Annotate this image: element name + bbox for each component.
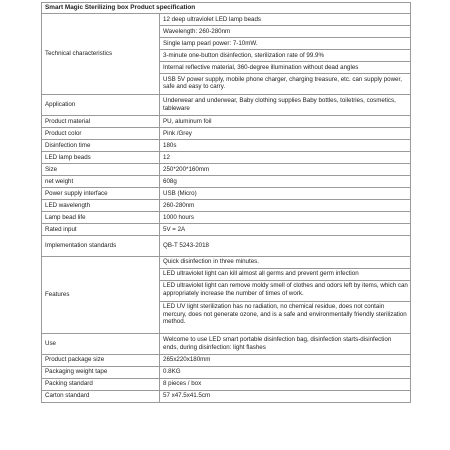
spec-value-line: LED ultraviolet light can kill almost all germs and prevent germ infection [160,268,410,280]
spec-value-line: USB 5V power supply, mobile phone charger, charging treasure, etc. can supply power, safe and easy to carry. [160,73,410,94]
spec-label: Power supply interface [42,187,160,199]
spec-value: Welcome to use LED smart portable disinfection bag, disinfection starts-disinfection ends, during disinfection: light flashes [160,333,411,354]
spec-row [42,211,411,223]
spec-label: Lamp bead life [42,211,160,223]
spec-value-line: Wavelength: 260-280nm [160,25,410,37]
spec-label: Carton standard [42,390,160,402]
spec-value: Underwear and underwear, Baby clothing supplies Baby bottles, toiletries, cosmetics, tableware [160,94,411,115]
spec-value: 250*200*160mm [160,163,411,175]
spec-label: Packing standard [42,378,160,390]
spec-value: 8 pieces / box [160,378,411,390]
spec-row [42,378,411,390]
spec-value: Pink /Grey [160,127,411,139]
spec-label: Packaging weight tape [42,366,160,378]
spec-value-line: Internal reflective material, 360-degree illumination without dead angles [160,61,410,73]
spec-value: 260-280nm [160,199,411,211]
spec-value: USB (Micro) [160,187,411,199]
spec-value: 1000 hours [160,211,411,223]
spec-value: 0.8KG [160,366,411,378]
spec-table [41,13,411,403]
spec-row [42,175,411,187]
spec-value-line: LED ultraviolet light can remove moldy smell of clothes and odors left by items, which can appropriately increase the number of times of work. [160,280,410,301]
spec-value: 57 x47.5x41.5cm [160,390,411,402]
spec-label: Disinfection time [42,139,160,151]
spec-label: net weight [42,175,160,187]
spec-row [42,354,411,366]
spec-value: 5V = 2A [160,223,411,235]
spec-value-line: 3-minute one-button disinfection, sterilization rate of 99.9% [160,49,410,61]
spec-row [42,139,411,151]
spec-label: Application [42,94,160,115]
spec-row [42,366,411,378]
spec-row [42,187,411,199]
spec-value [160,14,411,95]
spec-row [42,94,411,115]
spec-row [42,256,411,333]
spec-value: 608g [160,175,411,187]
spec-value-line: Single lamp pearl power: 7-10mW. [160,37,410,49]
spec-label: Features [42,256,160,333]
spec-value-line: Quick disinfection in three minutes. [163,258,259,266]
spec-row [42,235,411,256]
spec-value: 12 [160,151,411,163]
spec-label: Product package size [42,354,160,366]
spec-value-line: 12 deep ultraviolet LED lamp beads [163,15,262,23]
spec-row [42,390,411,402]
spec-title: Smart Magic Sterilizing box Product specification [41,2,411,13]
spec-row [42,14,411,95]
spec-sheet [41,2,411,403]
spec-label: Product color [42,127,160,139]
spec-value: 265x220x180mm [160,354,411,366]
spec-value-line: LED UV light sterilization has no radiation, no chemical residue, does not contain mercury, does not generate ozone, and is a safe and environmentally friendly sterilization method. [160,301,410,333]
spec-label: Technical characteristics [42,14,160,95]
spec-value: PU, aluminum foil [160,115,411,127]
spec-value: 180s [160,139,411,151]
spec-row [42,151,411,163]
spec-row [42,127,411,139]
spec-row [42,199,411,211]
spec-label: LED lamp beads [42,151,160,163]
spec-label: Use [42,333,160,354]
spec-row [42,163,411,175]
spec-label: Product material [42,115,160,127]
spec-label: Rated input [42,223,160,235]
spec-label: LED wavelength [42,199,160,211]
spec-row [42,333,411,354]
spec-value [160,256,411,333]
spec-value: QB-T 5243-2018 [160,235,411,256]
spec-row [42,223,411,235]
spec-label: Size [42,163,160,175]
spec-row [42,115,411,127]
spec-label: Implementation standards [42,235,160,256]
